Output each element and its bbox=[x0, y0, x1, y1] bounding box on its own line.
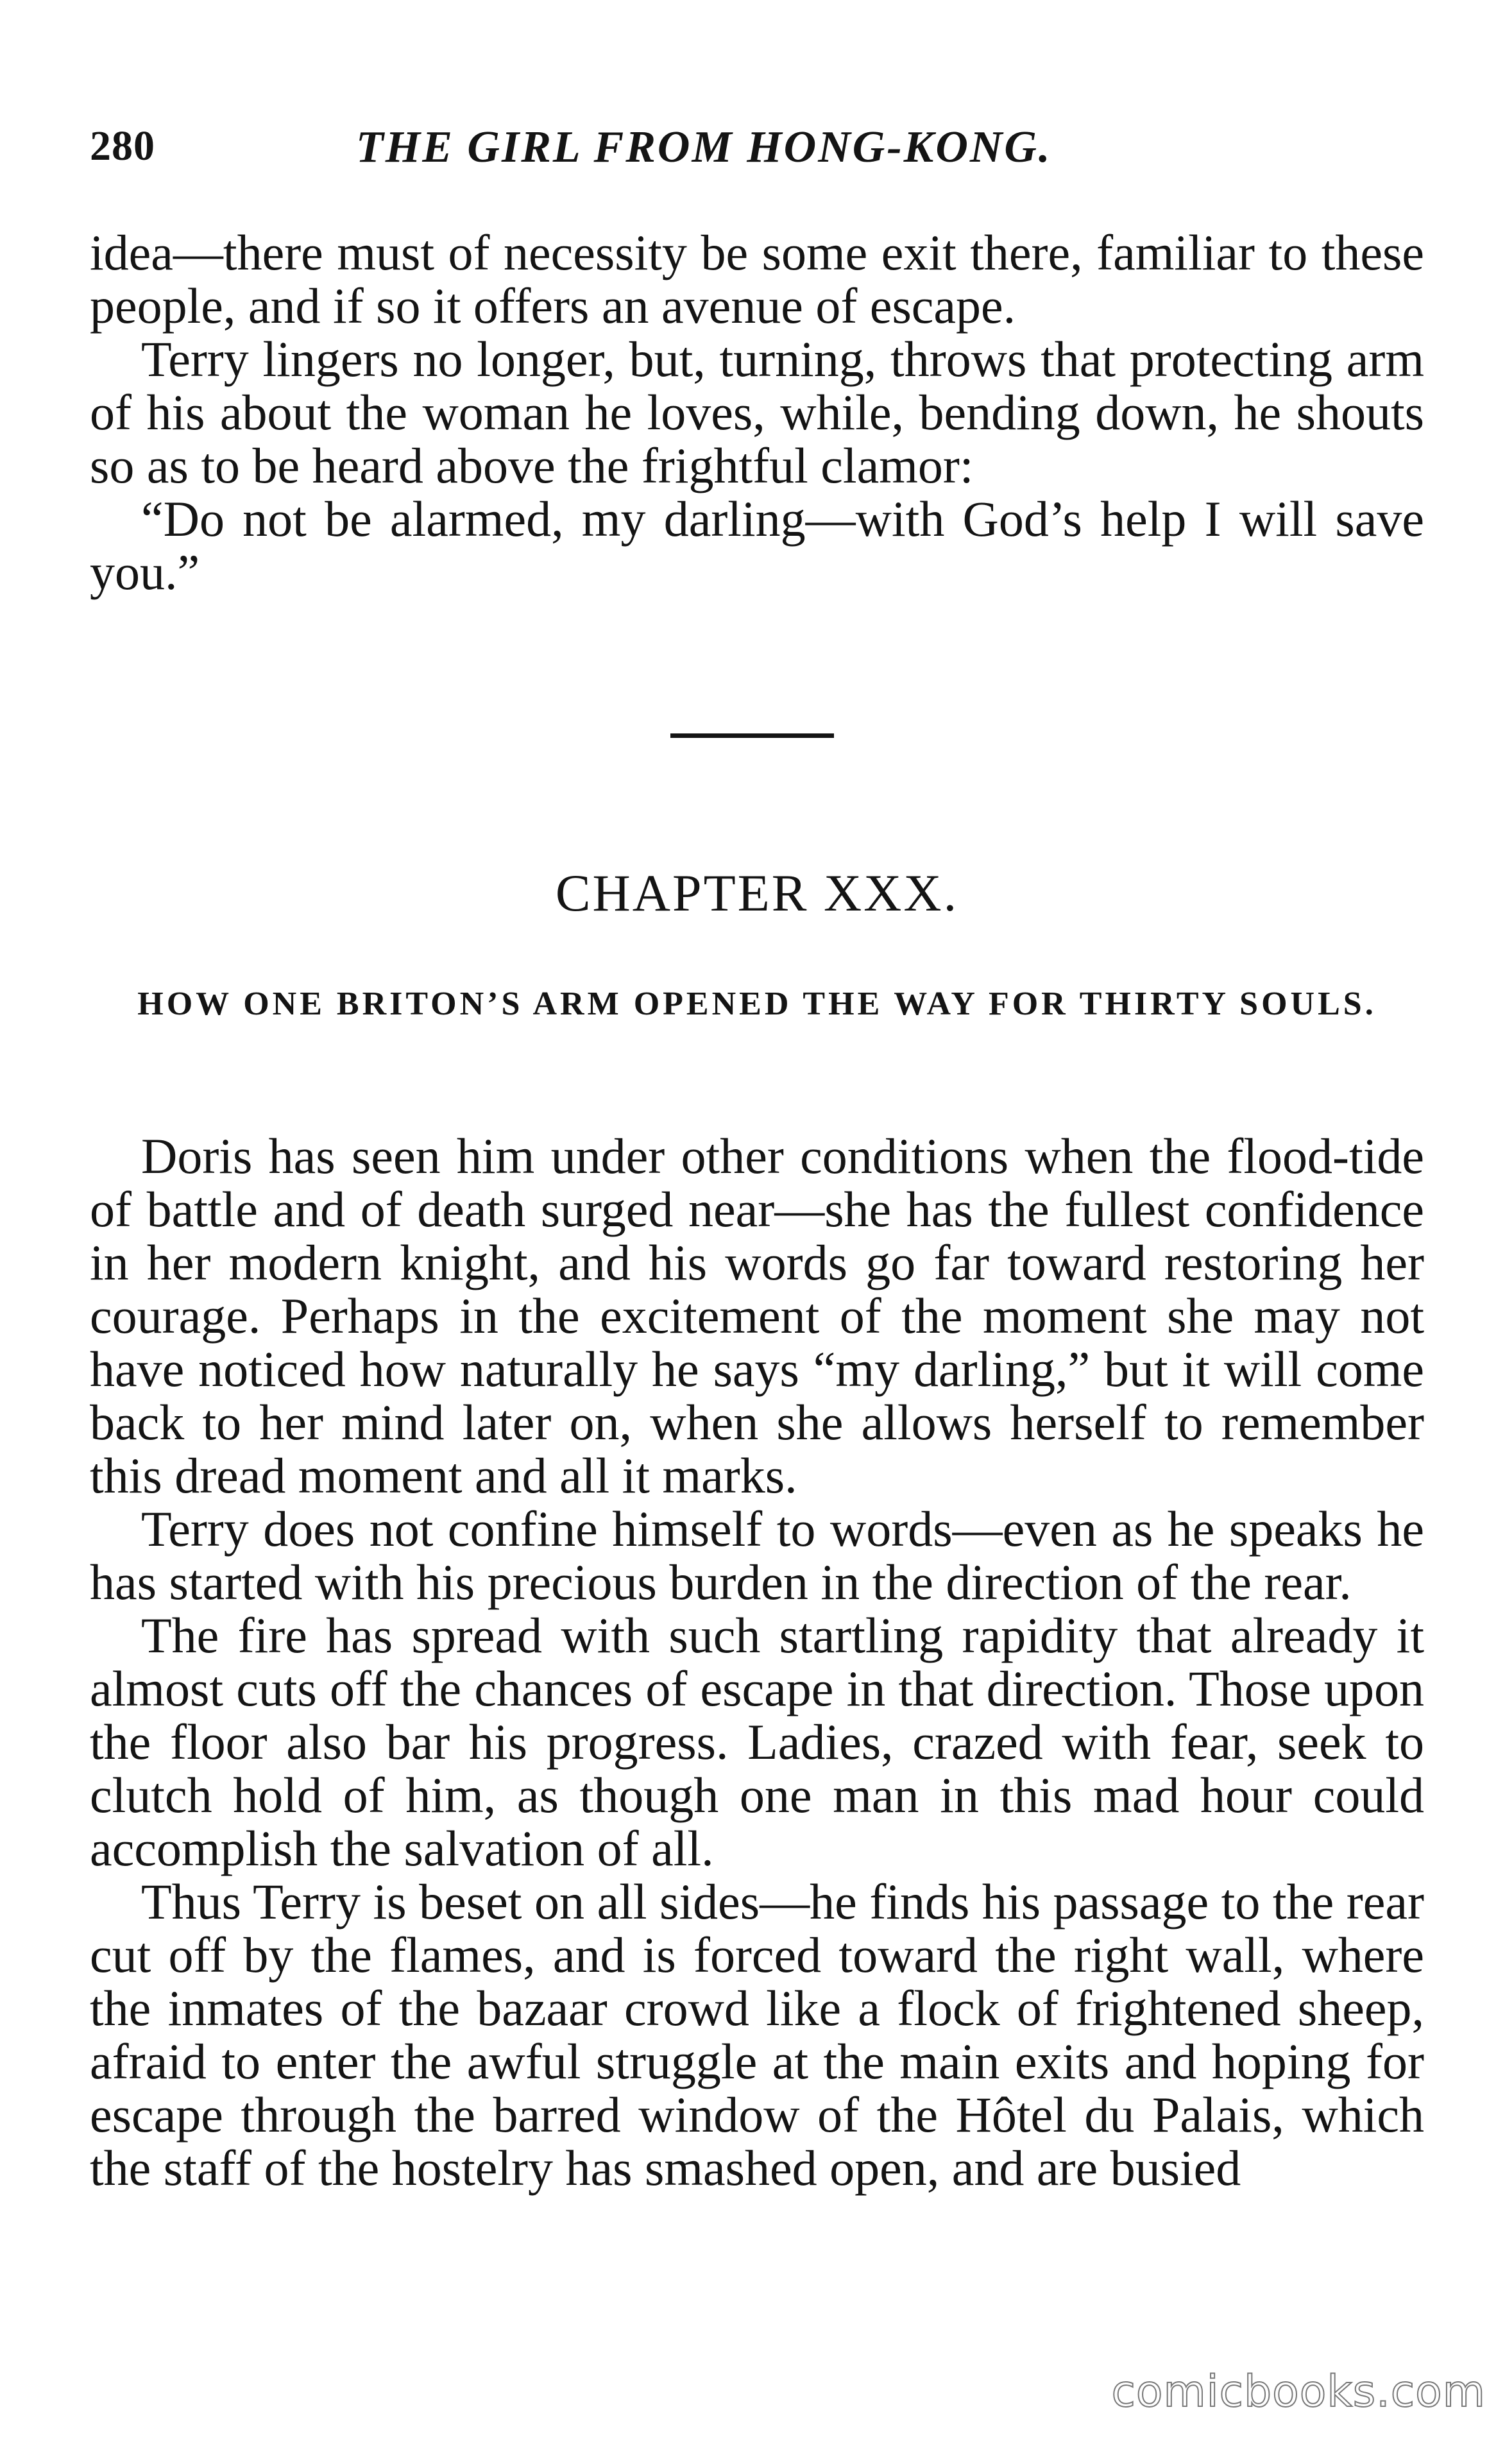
page-number: 280 bbox=[90, 123, 155, 169]
section-divider bbox=[670, 733, 834, 738]
paragraph: “Do not be alarmed, my darling—with God’s help I will save you.” bbox=[90, 491, 1424, 600]
running-head bbox=[90, 116, 1411, 186]
watermark: comicbooks.com bbox=[1111, 2366, 1486, 2417]
paragraph: Terry lingers no longer, but, turning, throws that protecting arm of his about the woman he loves, while, bending down, he shouts so as to be heard above the frightful clamor: bbox=[90, 331, 1424, 493]
continued-text bbox=[90, 226, 1424, 599]
paragraph: idea—there must of necessity be some exit there, familiar to these people, and if so it offers an avenue of escape. bbox=[90, 225, 1424, 334]
paragraph: The fire has spread with such startling rapidity that already it almost cuts off the chances of escape in that direction. Those upon the floor also bar his progress. Ladies, crazed with fear, seek to clutch hold of him, as though one man in this mad hour could accomplish the salvation of all. bbox=[90, 1607, 1424, 1876]
paragraph: Thus Terry is beset on all sides—he finds his passage to the rear cut off by the flames, and is forced toward the right wall, where the inmates of the bazaar crowd like a flock of frightened sheep, afraid to enter the awful struggle at the main exits and hoping for escape through the barred window of the Hôtel du Palais, which the staff of the hostelry has smashed open, and are busied bbox=[90, 1874, 1424, 2196]
chapter-heading: CHAPTER XXX. bbox=[555, 864, 959, 922]
chapter-body bbox=[90, 1129, 1424, 2194]
paragraph: Terry does not confine himself to words—even as he speaks he has started with his precious burden in the direction of the rear. bbox=[90, 1501, 1424, 1610]
chapter-subtitle: HOW ONE BRITON’S ARM OPENED THE WAY FOR THIRTY SOULS. bbox=[137, 986, 1377, 1022]
paragraph: Doris has seen him under other conditions when the flood-tide of battle and of death surged near—she has the fullest confidence in her modern knight, and his words go far toward restoring her courage. Perhaps in the excitement of the moment she may not have noticed how naturally he says “my darling,” but it will come back to her mind later on, when she allows herself to remember this dread moment and all it marks. bbox=[90, 1128, 1424, 1503]
book-title: THE GIRL FROM HONG-KONG. bbox=[356, 123, 1052, 172]
